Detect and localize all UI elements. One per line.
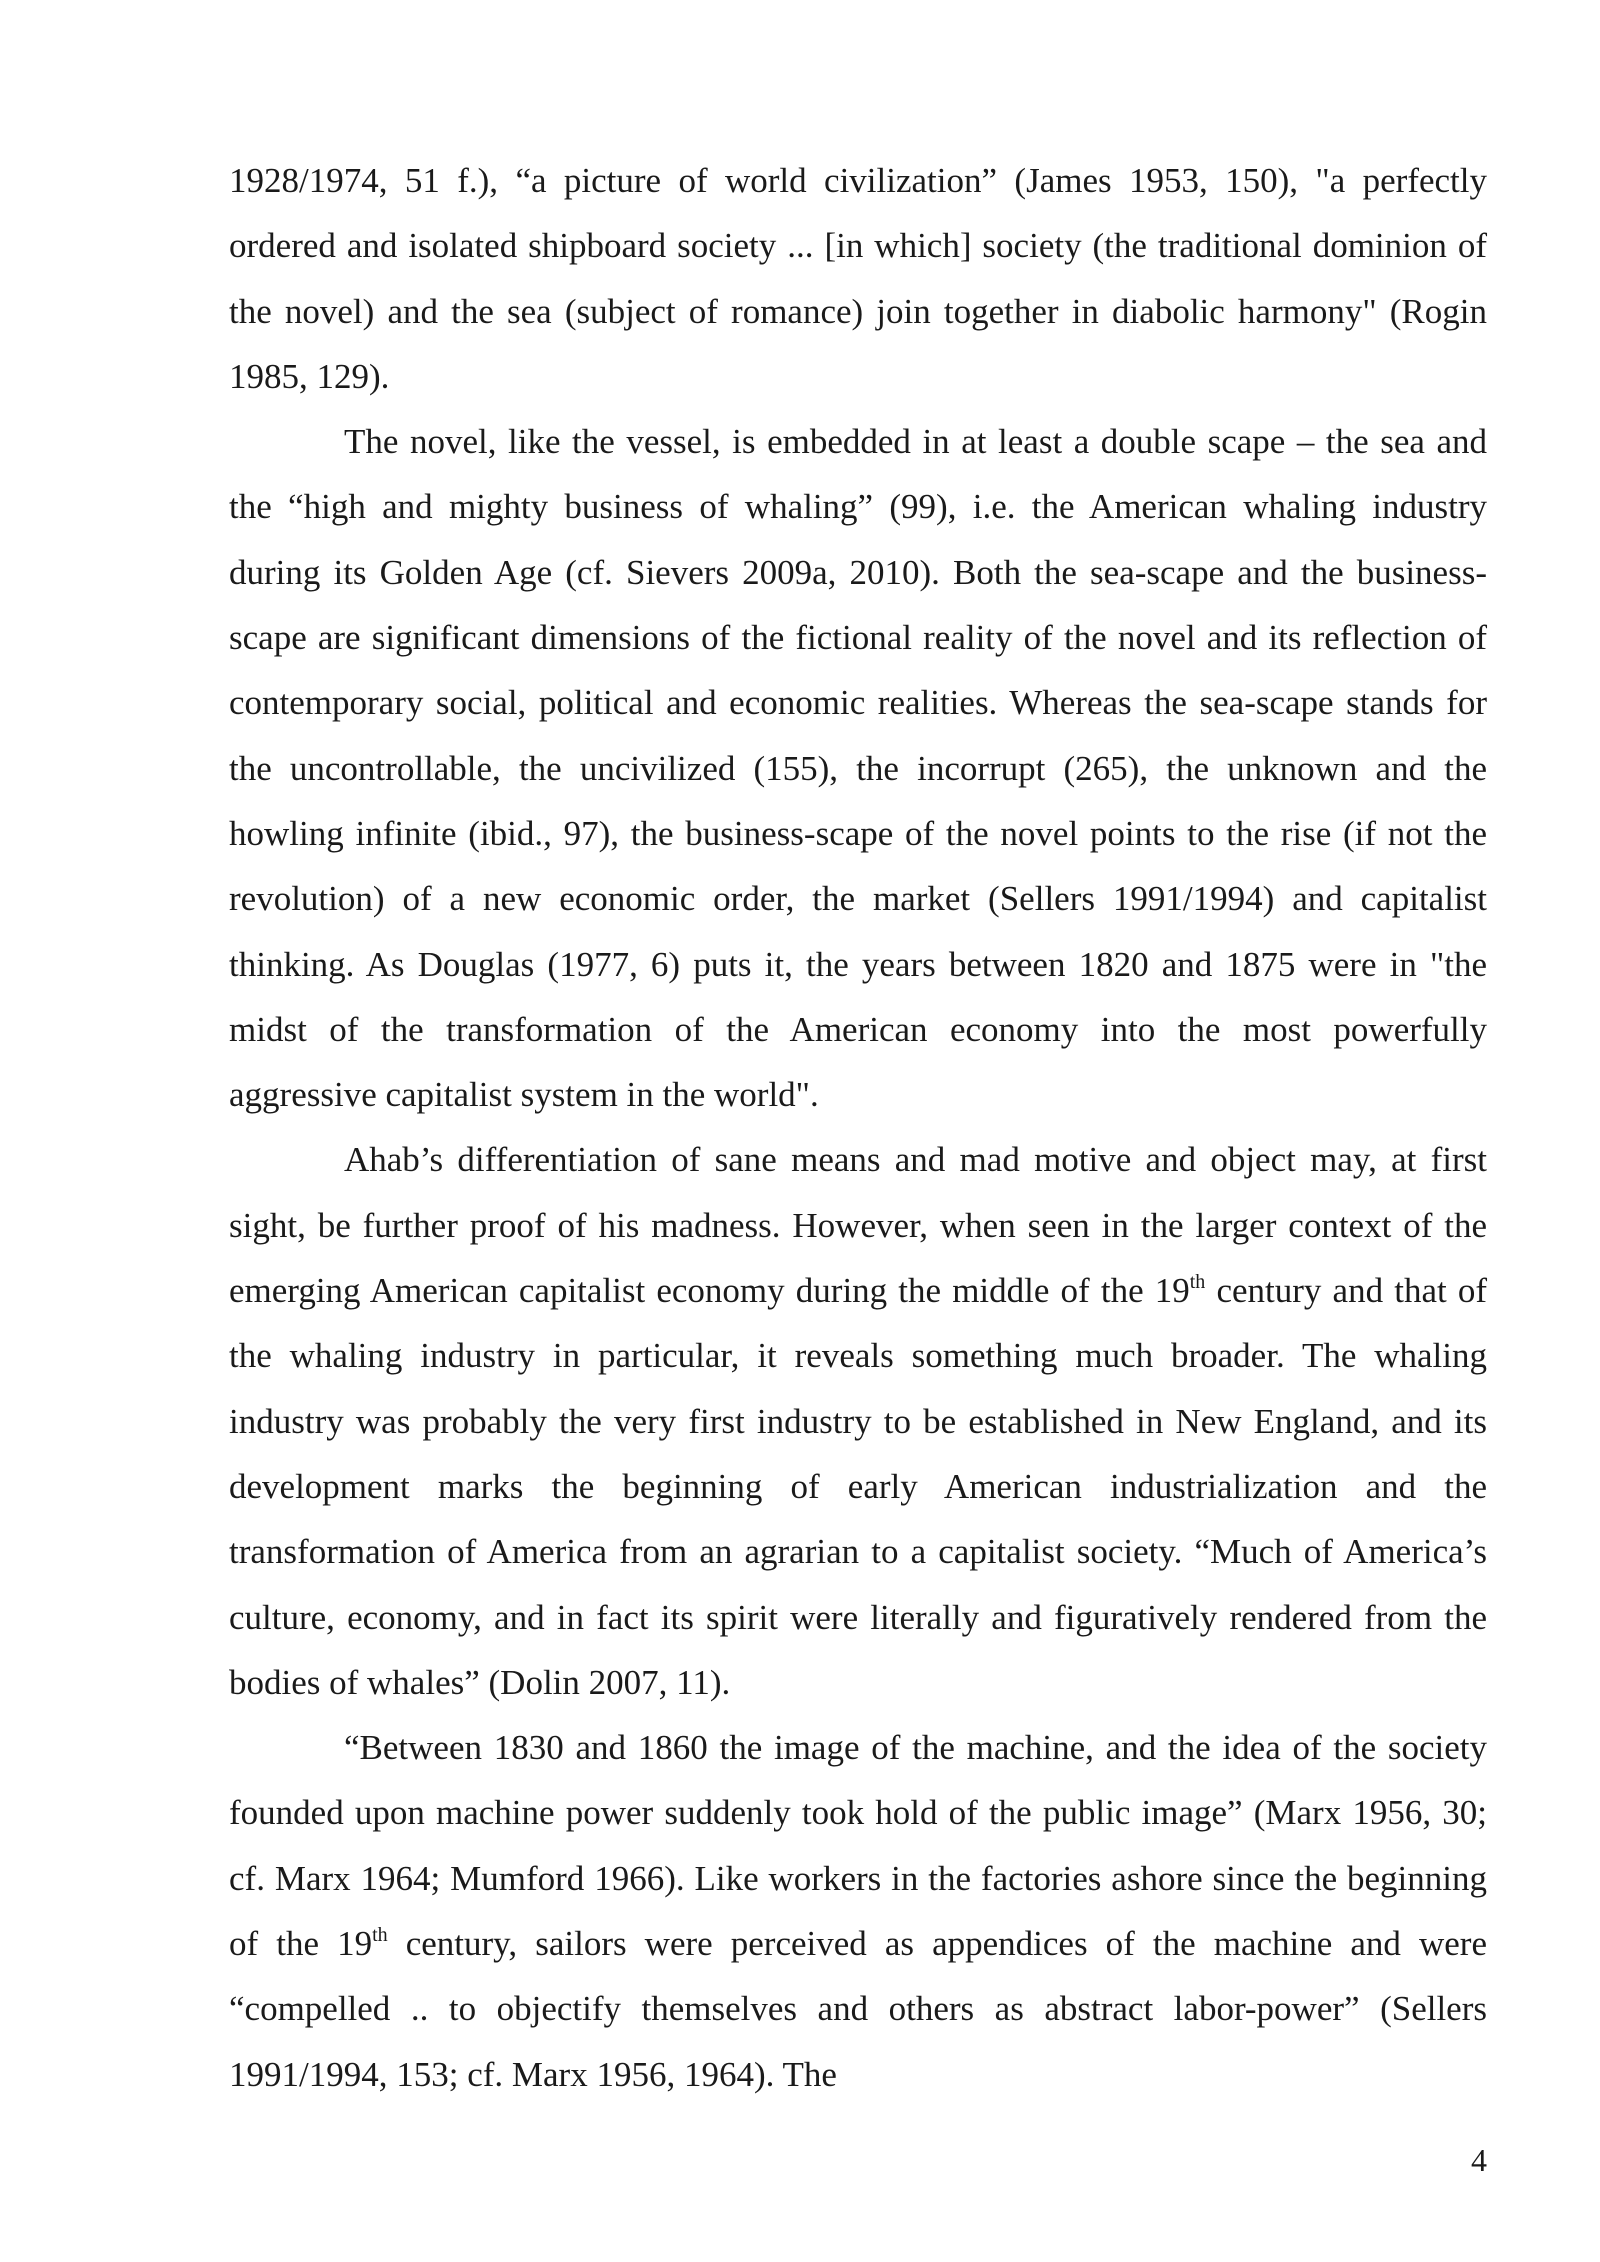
paragraph-1-text: 1928/1974, 51 f.), “a picture of world civilization” (James 1953, 150), "a perfectly ordered and isolated shipboard society ... [in which] society (the traditional dominion of the novel) and the sea (subject of romance) join together in diabolic harmony" (Rogin 1985, 129). (229, 161, 1487, 396)
ordinal-superscript: th (1189, 1271, 1206, 1294)
paragraph-2 (229, 409, 1487, 1127)
paragraph-4 (229, 1715, 1487, 2107)
ordinal-superscript: th (372, 1924, 388, 1947)
paragraph-3-text-a: Ahab’s differentiation of sane means and mad motive and object may, at first sight, be further proof of his madness. However, when seen in the larger context of the emerging American capitalist economy during the middle of the 19 (229, 1140, 1487, 1311)
paragraph-2-text: The novel, like the vessel, is embedded in at least a double scape – the sea and the “high and mighty business of whaling” (99), i.e. the American whaling industry during its Golden Age (cf. Sievers 2009a, 2010). Both the sea-scape and the business-scape are significant dimensions of the fictional reality of the novel and its reflection of contemporary social, political and economic realities. Whereas the sea-scape stands for the uncontrollable, the uncivilized (155), the incorrupt (265), the unknown and the howling infinite (ibid., 97), the business-scape of the novel points to the rise (if not the revolution) of a new economic order, the market (Sellers 1991/1994) and capitalist thinking. As Douglas (1977, 6) puts it, the years between 1820 and 1875 were in "the midst of the transformation of the American economy into the most powerfully aggressive capitalist system in the world". (229, 422, 1487, 1115)
paragraph-4-text-b: century, sailors were perceived as appendices of the machine and were “compelled .. to objectify themselves and others as abstract labor-power” (Sellers 1991/1994, 153; cf. Marx 1956, 1964). The (229, 1924, 1487, 2094)
paragraph-3-text-b: century and that of the whaling industry in particular, it reveals something much broader. The whaling industry was probably the very first industry to be established in New England, and its development marks the beginning of early American industrialization and the transformation of America from an agrarian to a capitalist society. “Much of America’s culture, economy, and in fact its spirit were literally and figuratively rendered from the bodies of whales” (Dolin 2007, 11). (229, 1271, 1487, 1702)
paragraph-3 (229, 1127, 1487, 1715)
page-number: 4 (1471, 2142, 1487, 2178)
paragraph-4-text-a: “Between 1830 and 1860 the image of the machine, and the idea of the society founded upon machine power suddenly took hold of the public image” (Marx 1956, 30; cf. Marx 1964; Mumford 1966). Like workers in the factories ashore since the beginning of the 19 (229, 1728, 1487, 1964)
body-text (229, 148, 1487, 2107)
paragraph-1 (229, 148, 1487, 409)
